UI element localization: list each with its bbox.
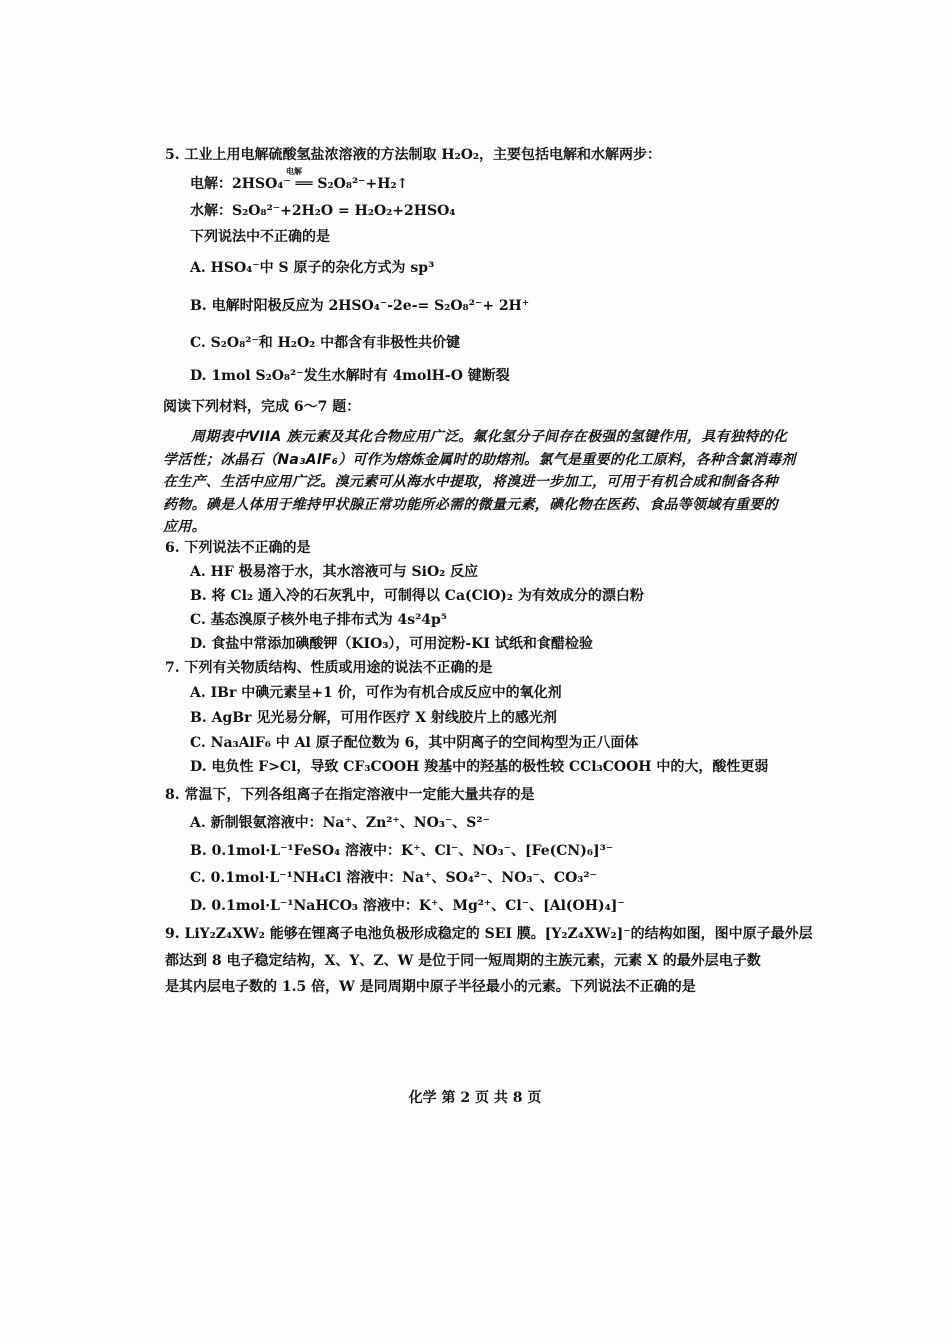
q9-stem-line: 9. LiY₂Z₄XW₂ 能够在锂离子电池负极形成稳定的 SEI 膜。[Y₂Z₄XW₂]⁻的结构如图，图中原子最外层 bbox=[165, 926, 813, 942]
q5-electrolysis-text: 电解：2HSO₄⁻ ══ S₂O₈²⁻+H₂↑ bbox=[190, 176, 409, 192]
q6-option-c: C. 基态溴原子核外电子排布式为 4s²4p⁵ bbox=[190, 612, 447, 628]
q8-option-a: A. 新制银氨溶液中：Na⁺、Zn²⁺、NO₃⁻、S²⁻ bbox=[190, 815, 490, 831]
q9-stem-line: 都达到 8 电子稳定结构，X、Y、Z、W 是位于同一短周期的主族元素，元素 X 的最外层电子数 bbox=[165, 953, 761, 969]
q5-electrolysis-equation bbox=[190, 174, 408, 194]
q6-option-d: D. 食盐中常添加碘酸钾（KIO₃），可用淀粉-KI 试纸和食醋检验 bbox=[190, 636, 593, 652]
q5-option-a: A. HSO₄⁻中 S 原子的杂化方式为 sp³ bbox=[190, 260, 435, 276]
q8-stem: 8. 常温下，下列各组离子在指定溶液中一定能大量共存的是 bbox=[165, 787, 535, 803]
passage-line: 应用。 bbox=[163, 519, 206, 536]
q9-stem-line: 是其内层电子数的 1.5 倍，W 是同周期中原子半径最小的元素。下列说法不正确的是 bbox=[165, 979, 696, 995]
q5-hydrolysis-equation: 水解：S₂O₈²⁻+2H₂O = H₂O₂+2HSO₄ bbox=[190, 203, 456, 219]
q5-option-d: D. 1mol S₂O₈²⁻发生水解时有 4molH-O 键断裂 bbox=[190, 368, 510, 384]
reading-passage bbox=[163, 426, 796, 539]
passage-line: 周期表中VIIA 族元素及其化合物应用广泛。氟化氢分子间存在极强的氢键作用，具有独特的化 bbox=[191, 429, 788, 445]
q5-prompt: 下列说法中不正确的是 bbox=[190, 229, 330, 245]
q6-option-a: A. HF 极易溶于水，其水溶液可与 SiO₂ 反应 bbox=[190, 564, 479, 580]
q7-option-d: D. 电负性 F>Cl，导致 CF₃COOH 羧基中的羟基的极性较 CCl₃COOH 中的大，酸性更弱 bbox=[190, 759, 769, 775]
passage-line: 药物。碘是人体用于维持甲状腺正常功能所必需的微量元素，碘化物在医药、食品等领域有重要的 bbox=[163, 496, 778, 513]
q8-option-c: C. 0.1mol·L⁻¹NH₄Cl 溶液中：Na⁺、SO₄²⁻、NO₃⁻、CO₃²⁻ bbox=[190, 870, 597, 886]
passage-line: 学活性；冰晶石（Na₃AlF₆）可作为熔炼金属时的助熔剂。氯气是重要的化工原料，各种含氯消毒剂 bbox=[163, 451, 796, 468]
q7-option-a: A. IBr 中碘元素呈+1 价，可作为有机合成反应中的氧化剂 bbox=[190, 685, 562, 701]
q5-electrolysis-condition: 电解 bbox=[286, 166, 302, 176]
reading-intro: 阅读下列材料，完成 6～7 题： bbox=[163, 399, 361, 415]
q6-option-b: B. 将 Cl₂ 通入冷的石灰乳中，可制得以 Ca(ClO)₂ 为有效成分的漂白粉 bbox=[190, 588, 644, 604]
q7-option-c: C. Na₃AlF₆ 中 Al 原子配位数为 6，其中阴离子的空间构型为正八面体 bbox=[190, 735, 639, 751]
q5-stem: 5. 工业上用电解硫酸氢盐浓溶液的方法制取 H₂O₂，主要包括电解和水解两步： bbox=[165, 147, 662, 163]
q7-stem: 7. 下列有关物质结构、性质或用途的说法不正确的是 bbox=[165, 660, 493, 676]
page-footer: 化学 第 2 页 共 8 页 bbox=[408, 1090, 542, 1106]
q5-option-b: B. 电解时阳极反应为 2HSO₄⁻-2e-= S₂O₈²⁻+ 2H⁺ bbox=[190, 298, 530, 314]
q8-option-d: D. 0.1mol·L⁻¹NaHCO₃ 溶液中：K⁺、Mg²⁺、Cl⁻、[Al(OH)₄]⁻ bbox=[190, 898, 625, 914]
passage-line: 在生产、生活中应用广泛。溴元素可从海水中提取，将溴进一步加工，可用于有机合成和制备各种 bbox=[163, 474, 778, 491]
q7-option-b: B. AgBr 见光易分解，可用作医疗 X 射线胶片上的感光剂 bbox=[190, 710, 557, 726]
q6-stem: 6. 下列说法不正确的是 bbox=[165, 540, 311, 556]
q5-option-c: C. S₂O₈²⁻和 H₂O₂ 中都含有非极性共价键 bbox=[190, 335, 461, 351]
q8-option-b: B. 0.1mol·L⁻¹FeSO₄ 溶液中：K⁺、Cl⁻、NO₃⁻、[Fe(CN)₆]³⁻ bbox=[190, 843, 614, 859]
